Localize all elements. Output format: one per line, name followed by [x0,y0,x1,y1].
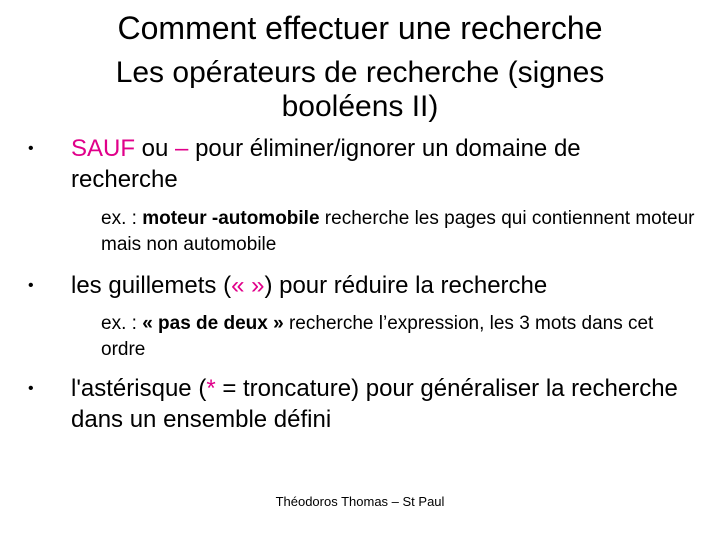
slide-title: Comment effectuer une recherche [117,10,603,46]
example-guillemets [101,311,701,363]
bullet-sauf [28,133,688,195]
bullet-text [71,373,688,435]
bullet-marker: • [28,380,34,397]
example-prefix: ex. : [101,208,143,229]
slide-subtitle: Les opérateurs de recherche (signes booléens II) [115,56,605,123]
bullet-asterisque [28,373,688,435]
bullet-text [71,133,688,195]
example-query: « pas de deux » [142,313,284,334]
example-prefix: ex. : [101,313,143,334]
bullet-marker: • [28,277,34,294]
bullet-text [71,270,688,301]
symbol-guillemets: « » [231,272,265,299]
bullet-text-after: ) pour réduire la recherche [264,272,548,299]
bullet-text-before: les guillemets ( [71,272,232,299]
bullet-text-before: l'astérisque ( [71,375,207,402]
example-query: moteur -automobile [142,208,320,229]
bullet-marker: • [28,140,34,157]
symbol-minus: – [175,135,189,162]
example-rest: recherche l’expression, les 3 mots dans cet ordre [101,313,654,360]
bullet-text-after: = troncature) pour généraliser la recherche dans un ensemble défini [71,375,678,433]
example-sauf [101,206,701,258]
example-rest: recherche les pages qui contiennent moteur mais non automobile [101,208,695,255]
connector-text: ou [135,135,176,162]
bullet-guillemets [28,270,688,301]
keyword-sauf: SAUF [71,135,136,162]
bullet-rest: pour éliminer/ignorer un domaine de recherche [71,135,581,193]
footer-credit: Théodoros Thomas – St Paul [275,494,445,509]
symbol-asterisk: * [206,375,216,402]
